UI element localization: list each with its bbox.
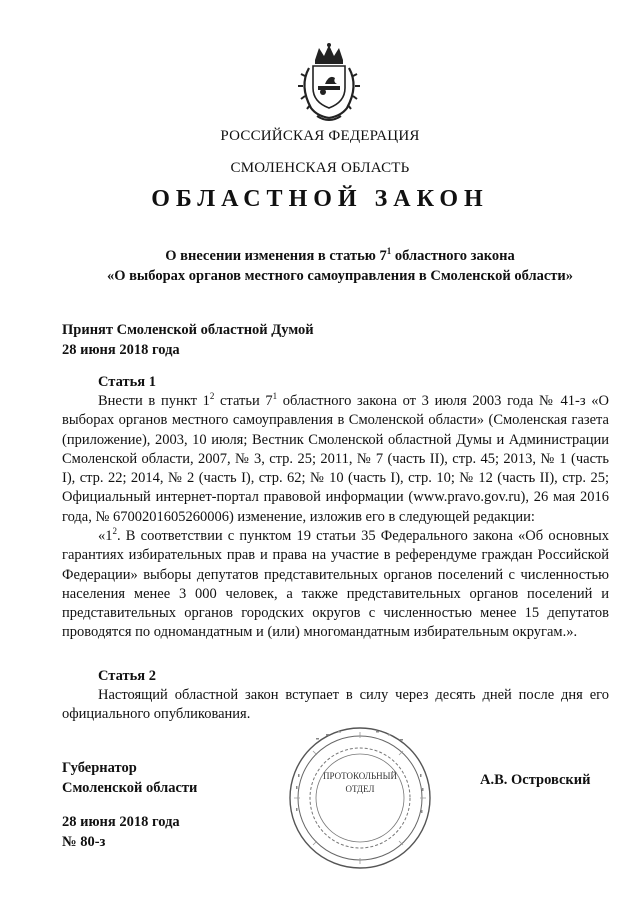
subject-line-2: «О выборах органов местного самоуправления в Смоленской области» <box>106 268 574 284</box>
seal-center-text: ПРОТОКОЛЬНЫЙ ОТДЕЛ <box>323 771 397 794</box>
article-2-paragraph: Настоящий областной закон вступает в силу через десять дней после дня его официального опубликования. <box>62 687 609 723</box>
article-1-paragraph-1: Внести в пункт $1^2$ статьи $7^1$ областного закона от 3 июля 2003 года № 41-з «О выборах органов местного самоуправления в Смоленской области» (Смоленская газета (приложение), 2003, 10 июля; Вестник Смоленской областной Думы и Администрации Смоленской области, 2007, № 3, стр. 25; 2011, № 7 (часть II), стр. 45; 2013, № 1 (часть I), стр. 22; 2014, № 2 (часть I), стр. 62; № 10 (часть I), стр. 10; № 12 (часть II), стр. 25; Официальный интернет-портал правовой информации (www.pravo.gov.ru), 26 мая 2016 года, № 6700201605260006) изменение, изложив его в следующей редакции: <box>62 391 609 525</box>
adopted-by: Принят Смоленской областной Думой <box>62 322 314 338</box>
signatory-position: Губернатор <box>62 760 137 776</box>
coat-of-arms-emblem <box>293 42 365 124</box>
law-subject <box>60 246 620 286</box>
official-seal-stamp <box>286 724 434 872</box>
signing-block <box>62 812 180 852</box>
country-heading: РОССИЙСКАЯ ФЕДЕРАЦИЯ <box>220 128 420 144</box>
signing-date: 28 июня 2018 года <box>62 814 180 830</box>
article-2-heading: Статья 2 <box>98 668 156 684</box>
subject-line-1: О внесении изменения в статью $7^1$ областного закона <box>165 246 515 264</box>
article-1-paragraph-2: «$1^2$. В соответствии с пунктом 19 статьи 35 Федерального закона «Об основных гарантиях избирательных прав и права на участие в референдуме граждан Российской Федерации» выборы депутатов представительных органов поселений с численностью населения менее 3 000 человек, а также представительных органов поселений и представительных органов городских округов с численностью менее 15 депутатов проводятся по одномандатным и (или) многомандатным избирательным округам.». <box>62 526 609 641</box>
signatory-region: Смоленской области <box>62 780 198 796</box>
signatory-title <box>62 758 197 798</box>
adopted-date: 28 июня 2018 года <box>62 342 180 358</box>
adoption-block <box>62 320 314 360</box>
document-type-title: ОБЛАСТНОЙ ЗАКОН <box>151 186 489 212</box>
region-heading: СМОЛЕНСКАЯ ОБЛАСТЬ <box>230 160 410 176</box>
law-number: № 80-з <box>62 834 106 850</box>
article-1-heading: Статья 1 <box>98 374 156 390</box>
signatory-name: А.В. Островский <box>480 772 591 788</box>
